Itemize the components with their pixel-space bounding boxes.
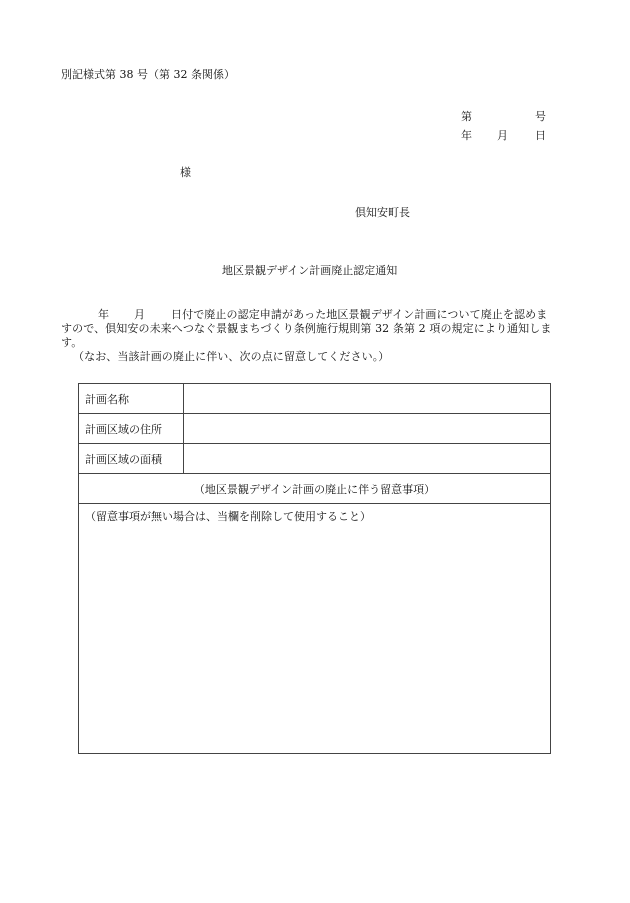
- body-paragraph: [61, 308, 581, 364]
- date-day-label: 日: [535, 129, 546, 142]
- document-number-line: [0, 108, 630, 122]
- table-row: [79, 504, 551, 754]
- notice-table: [78, 383, 551, 754]
- table-row: [79, 384, 551, 414]
- plan-area-value: [184, 444, 551, 474]
- date-line: [0, 127, 630, 141]
- plan-name-label: 計画名称: [79, 384, 184, 414]
- number-suffix: 号: [535, 110, 546, 123]
- body-line-2: すので、倶知安の未来へつなぐ景観まちづくり条例施行規則第 32 条第 2 項の規定により通知しま: [61, 322, 552, 335]
- document-title: 地区景観デザイン計画廃止認定通知: [222, 264, 398, 277]
- date-month-label: 月: [497, 129, 508, 142]
- plan-area-label: 計画区域の面積: [79, 444, 184, 474]
- notes-header: （地区景観デザイン計画の廃止に伴う留意事項）: [79, 474, 551, 504]
- table-row: [79, 474, 551, 504]
- notes-instruction: （留意事項が無い場合は、当欄を削除して使用すること）: [85, 510, 371, 523]
- body-date-year: 年: [98, 308, 110, 321]
- body-date-month: 月: [134, 308, 146, 321]
- table-row: [79, 414, 551, 444]
- sender-name: 倶知安町長: [355, 206, 410, 219]
- body-line-1: [61, 308, 581, 322]
- body-line-3: す。: [61, 336, 83, 349]
- plan-address-value: [184, 414, 551, 444]
- body-line-1-text: 日付で廃止の認定申請があった地区景観デザイン計画について廃止を認めま: [171, 308, 548, 321]
- plan-name-value: [184, 384, 551, 414]
- table-row: [79, 444, 551, 474]
- number-prefix: 第: [461, 110, 472, 123]
- recipient-suffix: 様: [180, 166, 191, 179]
- plan-address-label: 計画区域の住所: [79, 414, 184, 444]
- form-header: 別記様式第 38 号（第 32 条関係）: [61, 68, 235, 81]
- notes-cell: [79, 504, 551, 754]
- date-year-label: 年: [461, 129, 472, 142]
- body-note: （なお、当該計画の廃止に伴い、次の点に留意してください。）: [73, 350, 390, 363]
